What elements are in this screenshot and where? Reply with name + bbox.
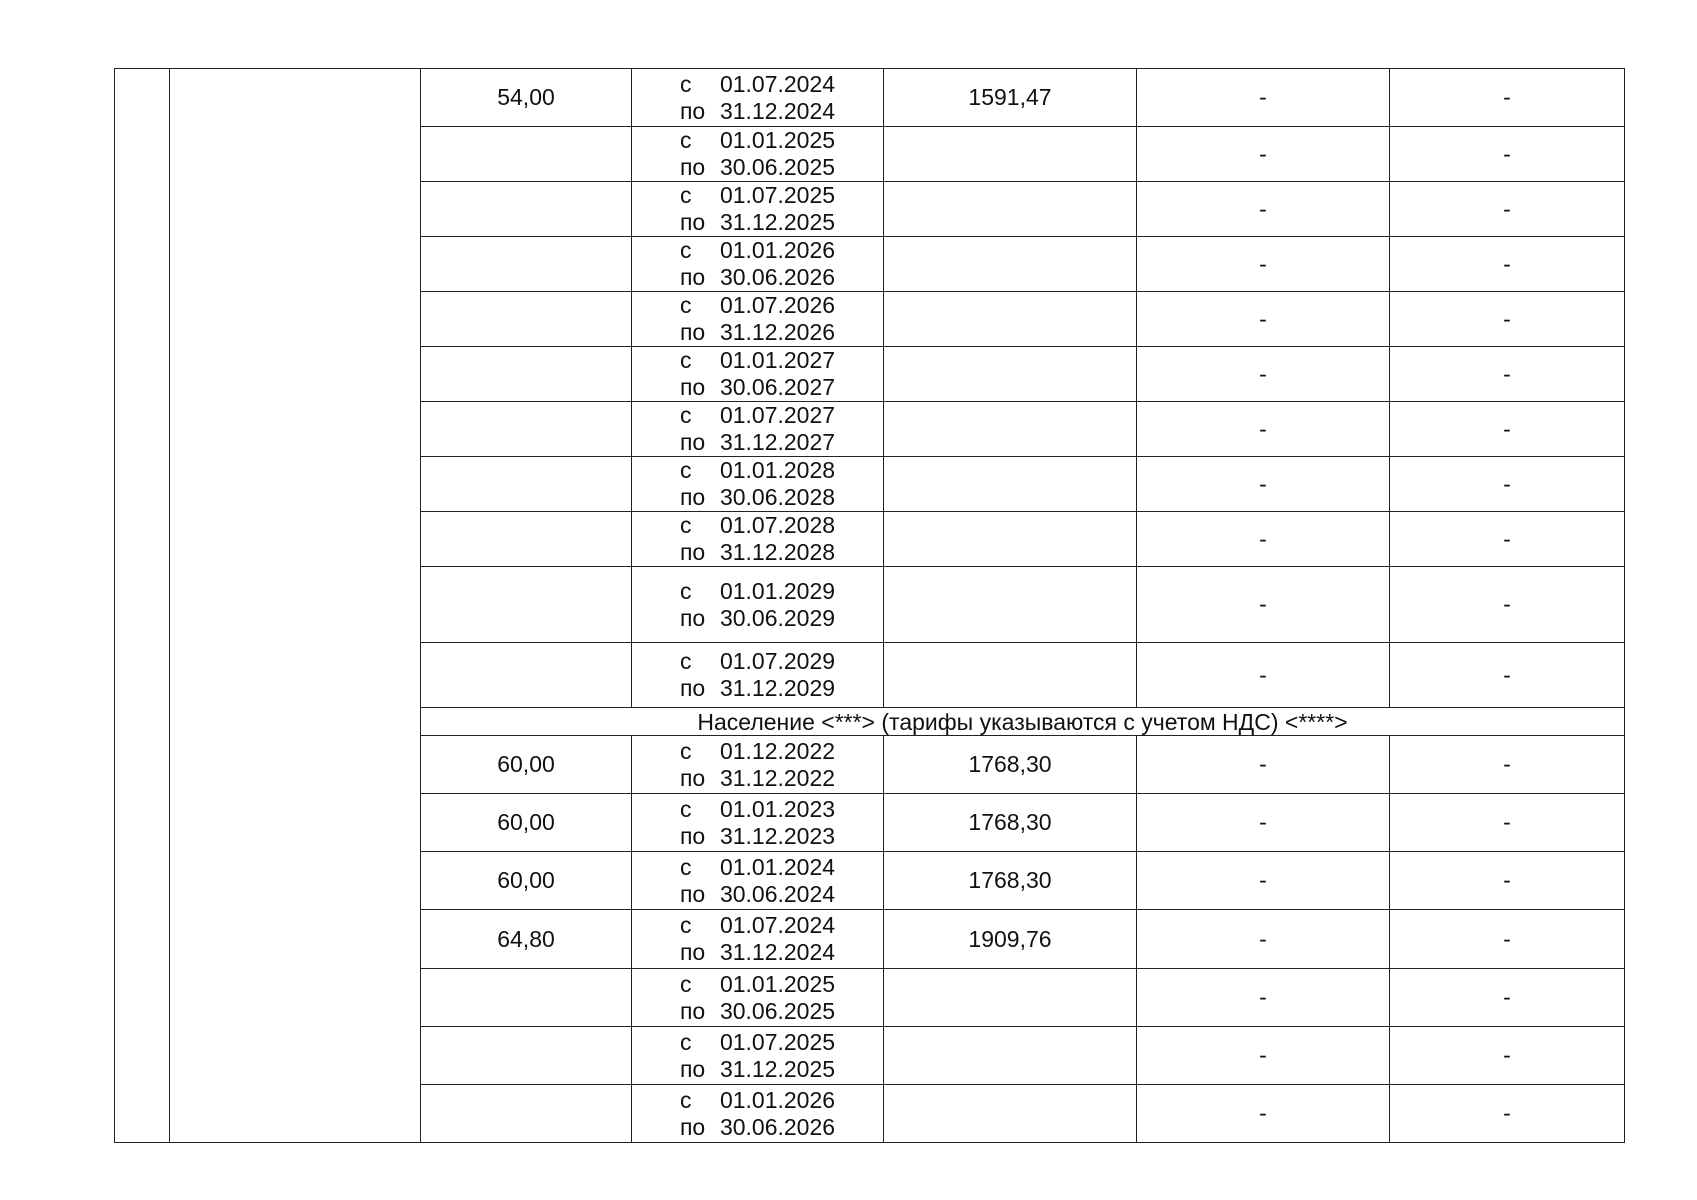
period-start-date: 01.01.2027 — [719, 347, 836, 373]
period-cell — [632, 852, 884, 910]
tariff-table — [114, 68, 1625, 1143]
period-start-line — [680, 182, 835, 209]
period-cell — [632, 347, 884, 402]
tariff-value-cell — [884, 512, 1137, 567]
period-range — [680, 71, 835, 125]
period-end-date: 31.12.2025 — [719, 209, 836, 235]
period-start-line — [680, 912, 835, 939]
period-start-date: 01.07.2026 — [719, 292, 836, 318]
column-7-cell: - — [1390, 512, 1625, 567]
period-end-prefix: по — [679, 1113, 706, 1140]
period-end-line — [680, 881, 835, 908]
period-range — [680, 512, 835, 566]
period-start-prefix: с — [679, 737, 692, 764]
period-start-prefix: с — [679, 70, 692, 97]
period-end-prefix: по — [679, 764, 706, 791]
column-6-cell: - — [1137, 1027, 1390, 1085]
period-start-prefix: с — [679, 512, 692, 538]
period-start-line — [680, 1029, 835, 1056]
tariff-value-cell — [884, 237, 1137, 292]
period-cell — [632, 237, 884, 292]
column-7-cell: - — [1390, 794, 1625, 852]
period-start-line — [680, 457, 835, 484]
column-6-cell: - — [1137, 292, 1390, 347]
period-end-date: 30.06.2026 — [719, 1113, 836, 1140]
column-7-cell: - — [1390, 237, 1625, 292]
period-start-date: 01.07.2025 — [719, 182, 836, 208]
period-end-date: 30.06.2025 — [719, 154, 836, 180]
period-cell — [632, 794, 884, 852]
period-end-prefix: по — [679, 539, 706, 565]
period-end-prefix: по — [679, 675, 706, 701]
column-7-cell: - — [1390, 910, 1625, 969]
rate-value-cell — [421, 1085, 632, 1143]
period-end-prefix: по — [679, 319, 706, 345]
tariff-value-cell — [884, 457, 1137, 512]
period-range — [680, 292, 835, 346]
period-end-prefix: по — [679, 880, 706, 907]
rate-value-cell: 60,00 — [421, 736, 632, 794]
period-cell — [632, 127, 884, 182]
period-range — [680, 738, 835, 792]
rate-value-cell — [421, 567, 632, 643]
period-end-line — [680, 939, 835, 966]
table-row — [115, 69, 1625, 127]
period-start-date: 01.01.2025 — [719, 127, 836, 153]
tariff-value-cell — [884, 292, 1137, 347]
period-cell — [632, 69, 884, 127]
period-range — [680, 402, 835, 456]
period-start-line — [680, 292, 835, 319]
period-end-date: 31.12.2025 — [719, 1055, 836, 1082]
column-6-cell: - — [1137, 69, 1390, 127]
column-6-cell: - — [1137, 347, 1390, 402]
tariff-value-cell — [884, 1085, 1137, 1143]
period-start-date: 01.07.2025 — [719, 1028, 836, 1055]
period-start-prefix: с — [679, 795, 692, 822]
period-end-prefix: по — [679, 997, 706, 1024]
period-start-date: 01.07.2028 — [719, 512, 836, 538]
period-start-date: 01.07.2024 — [719, 70, 836, 97]
column-7-cell: - — [1390, 969, 1625, 1027]
rate-value-cell: 54,00 — [421, 69, 632, 127]
period-end-date: 30.06.2024 — [719, 880, 836, 907]
period-range — [680, 648, 835, 702]
rate-value-cell — [421, 292, 632, 347]
period-end-prefix: по — [679, 1055, 706, 1082]
rate-value-cell: 64,80 — [421, 910, 632, 969]
column-7-cell: - — [1390, 567, 1625, 643]
period-start-prefix: с — [679, 577, 692, 604]
rate-value-cell: 60,00 — [421, 794, 632, 852]
column-6-cell: - — [1137, 512, 1390, 567]
rate-value-cell — [421, 127, 632, 182]
column-6-cell: - — [1137, 457, 1390, 512]
rate-value-cell: 60,00 — [421, 852, 632, 910]
rate-value-cell — [421, 643, 632, 708]
period-end-prefix: по — [679, 939, 706, 965]
period-end-date: 30.06.2029 — [719, 604, 836, 631]
period-cell — [632, 457, 884, 512]
period-start-prefix: с — [679, 402, 692, 428]
tariff-value-cell: 1768,30 — [884, 852, 1137, 910]
column-7-cell: - — [1390, 852, 1625, 910]
column-6-cell: - — [1137, 794, 1390, 852]
period-start-prefix: с — [679, 127, 692, 153]
group-header-label: Население <***> (тарифы указываются с учетом НДС) <****> — [421, 708, 1625, 736]
rate-value-cell — [421, 969, 632, 1027]
period-end-date: 30.06.2026 — [719, 264, 836, 290]
tariff-value-cell: 1768,30 — [884, 736, 1137, 794]
period-end-prefix: по — [679, 264, 706, 290]
period-end-line — [680, 319, 835, 346]
period-end-line — [680, 209, 835, 236]
period-start-date: 01.07.2029 — [719, 648, 836, 674]
period-start-prefix: с — [679, 970, 692, 997]
period-end-line — [680, 154, 835, 181]
period-start-line — [680, 237, 835, 264]
period-cell — [632, 1027, 884, 1085]
period-start-prefix: с — [679, 1086, 692, 1113]
rate-value-cell — [421, 402, 632, 457]
period-cell — [632, 969, 884, 1027]
period-end-date: 31.12.2028 — [719, 539, 836, 565]
tariff-value-cell — [884, 127, 1137, 182]
rate-value-cell — [421, 347, 632, 402]
period-start-date: 01.07.2024 — [719, 912, 836, 938]
column-6-cell: - — [1137, 127, 1390, 182]
period-end-prefix: по — [679, 97, 706, 124]
rate-value-cell — [421, 1027, 632, 1085]
period-start-date: 01.01.2024 — [719, 853, 836, 880]
tariff-value-cell — [884, 567, 1137, 643]
period-start-prefix: с — [679, 347, 692, 373]
tariff-value-cell: 1591,47 — [884, 69, 1137, 127]
period-end-line — [680, 98, 835, 125]
column-7-cell: - — [1390, 127, 1625, 182]
period-end-date: 31.12.2024 — [719, 939, 836, 965]
column-6-cell: - — [1137, 402, 1390, 457]
period-range — [680, 912, 835, 966]
tariff-value-cell: 1768,30 — [884, 794, 1137, 852]
column-7-cell: - — [1390, 69, 1625, 127]
period-start-date: 01.01.2028 — [719, 457, 836, 483]
column-7-cell: - — [1390, 347, 1625, 402]
period-end-line — [680, 605, 835, 632]
period-start-date: 01.01.2026 — [719, 1086, 836, 1113]
period-start-line — [680, 347, 835, 374]
period-end-line — [680, 484, 835, 511]
period-end-date: 31.12.2027 — [719, 429, 836, 455]
period-end-line — [680, 429, 835, 456]
period-start-prefix: с — [679, 292, 692, 318]
tariff-value-cell — [884, 182, 1137, 237]
period-start-prefix: с — [679, 648, 692, 674]
period-start-prefix: с — [679, 237, 692, 263]
column-6-cell: - — [1137, 910, 1390, 969]
rate-value-cell — [421, 182, 632, 237]
column-7-cell: - — [1390, 643, 1625, 708]
tariff-value-cell — [884, 402, 1137, 457]
period-cell — [632, 182, 884, 237]
period-end-prefix: по — [679, 484, 706, 510]
period-range — [680, 578, 835, 632]
period-start-prefix: с — [679, 182, 692, 208]
period-end-date: 30.06.2027 — [719, 374, 836, 400]
period-start-line — [680, 402, 835, 429]
tariff-value-cell — [884, 1027, 1137, 1085]
column-7-cell: - — [1390, 457, 1625, 512]
period-start-line — [680, 578, 835, 605]
period-end-prefix: по — [679, 429, 706, 455]
period-range — [680, 1087, 835, 1141]
period-cell — [632, 736, 884, 794]
column-7-cell: - — [1390, 736, 1625, 794]
period-end-line — [680, 539, 835, 566]
period-start-line — [680, 71, 835, 98]
period-range — [680, 796, 835, 850]
period-end-line — [680, 374, 835, 401]
period-start-line — [680, 1087, 835, 1114]
column-7-cell: - — [1390, 402, 1625, 457]
period-start-prefix: с — [679, 457, 692, 483]
tariff-value-cell — [884, 347, 1137, 402]
period-start-prefix: с — [679, 853, 692, 880]
column-6-cell: - — [1137, 852, 1390, 910]
period-end-line — [680, 765, 835, 792]
period-start-date: 01.01.2029 — [719, 577, 836, 604]
period-start-line — [680, 648, 835, 675]
name-column-cell — [170, 69, 421, 1143]
period-start-line — [680, 971, 835, 998]
column-6-cell: - — [1137, 237, 1390, 292]
period-start-line — [680, 127, 835, 154]
period-cell — [632, 567, 884, 643]
period-end-prefix: по — [679, 374, 706, 400]
period-end-date: 31.12.2026 — [719, 319, 836, 345]
period-start-date: 01.07.2027 — [719, 402, 836, 428]
period-start-date: 01.12.2022 — [719, 737, 836, 764]
tariff-value-cell — [884, 969, 1137, 1027]
period-start-prefix: с — [679, 912, 692, 938]
period-range — [680, 457, 835, 511]
period-start-line — [680, 738, 835, 765]
period-start-line — [680, 512, 835, 539]
tariff-table-body — [115, 69, 1625, 1143]
period-end-date: 31.12.2023 — [719, 822, 836, 849]
period-cell — [632, 1085, 884, 1143]
column-7-cell: - — [1390, 1085, 1625, 1143]
period-end-prefix: по — [679, 154, 706, 180]
period-cell — [632, 910, 884, 969]
period-range — [680, 237, 835, 291]
period-range — [680, 854, 835, 908]
period-end-date: 31.12.2022 — [719, 764, 836, 791]
period-range — [680, 127, 835, 181]
column-6-cell: - — [1137, 969, 1390, 1027]
period-start-line — [680, 796, 835, 823]
column-7-cell: - — [1390, 292, 1625, 347]
column-6-cell: - — [1137, 182, 1390, 237]
column-7-cell: - — [1390, 1027, 1625, 1085]
period-end-date: 31.12.2029 — [719, 675, 836, 701]
rate-value-cell — [421, 512, 632, 567]
period-start-date: 01.01.2023 — [719, 795, 836, 822]
rate-value-cell — [421, 237, 632, 292]
period-start-prefix: с — [679, 1028, 692, 1055]
period-end-date: 30.06.2025 — [719, 997, 836, 1024]
period-end-prefix: по — [679, 604, 706, 631]
period-end-prefix: по — [679, 209, 706, 235]
period-end-line — [680, 675, 835, 702]
tariff-value-cell: 1909,76 — [884, 910, 1137, 969]
period-end-line — [680, 1114, 835, 1141]
period-range — [680, 1029, 835, 1083]
column-7-cell: - — [1390, 182, 1625, 237]
column-6-cell: - — [1137, 1085, 1390, 1143]
period-end-line — [680, 264, 835, 291]
period-cell — [632, 643, 884, 708]
column-6-cell: - — [1137, 643, 1390, 708]
period-end-line — [680, 998, 835, 1025]
period-cell — [632, 292, 884, 347]
period-end-prefix: по — [679, 822, 706, 849]
number-column-cell — [115, 69, 170, 1143]
period-start-line — [680, 854, 835, 881]
rate-value-cell — [421, 457, 632, 512]
tariff-value-cell — [884, 643, 1137, 708]
period-cell — [632, 512, 884, 567]
period-cell — [632, 402, 884, 457]
period-range — [680, 971, 835, 1025]
column-6-cell: - — [1137, 736, 1390, 794]
period-start-date: 01.01.2025 — [719, 970, 836, 997]
period-range — [680, 182, 835, 236]
period-range — [680, 347, 835, 401]
column-6-cell: - — [1137, 567, 1390, 643]
period-end-date: 31.12.2024 — [719, 97, 836, 124]
period-end-line — [680, 1056, 835, 1083]
period-end-date: 30.06.2028 — [719, 484, 836, 510]
period-end-line — [680, 823, 835, 850]
period-start-date: 01.01.2026 — [719, 237, 836, 263]
